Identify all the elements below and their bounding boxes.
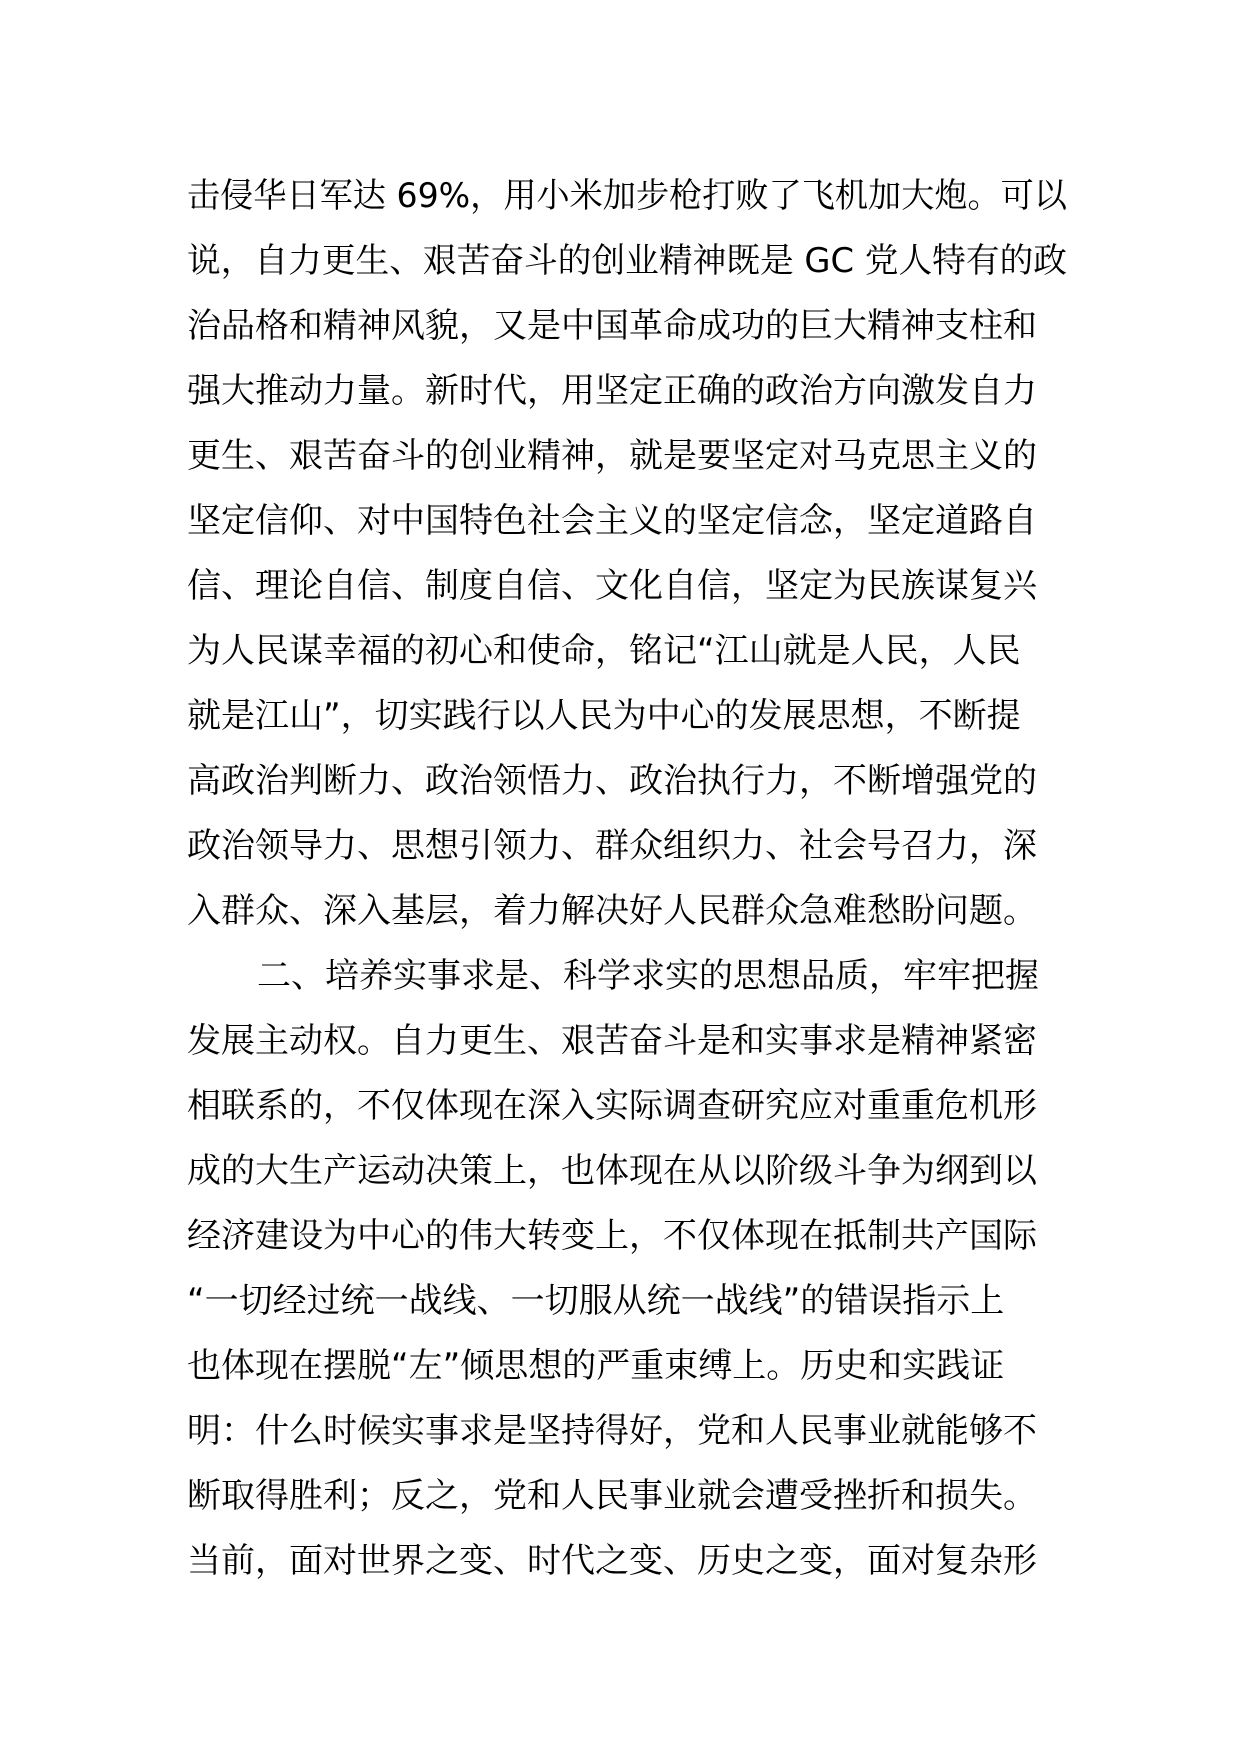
text-line: 就是江山”，切实践行以人民为中心的发展思想，不断提 [187,696,1021,736]
text-line: 信、理论自信、制度自信、文化自信，坚定为民族谋复兴 [187,566,1037,606]
text-line: 更生、艰苦奋斗的创业精神，就是要坚定对马克思主义的 [187,436,1037,476]
text-line: 说，自力更生、艰苦奋斗的创业精神既是 GC 党人特有的政 [187,241,1067,281]
text-line: 入群众、深入基层，着力解决好人民群众急难愁盼问题。 [187,891,1037,931]
text-line: 击侵华日军达 69%，用小米加步枪打败了飞机加大炮。可以 [187,176,1067,216]
text-line: 高政治判断力、政治领悟力、政治执行力，不断增强党的 [187,761,1037,801]
text-line: 强大推动力量。新时代，用坚定正确的政治方向激发自力 [187,371,1037,411]
text-line: 当前，面对世界之变、时代之变、历史之变，面对复杂形 [187,1541,1037,1581]
text-line: 也体现在摆脱“左”倾思想的严重束缚上。历史和实践证 [187,1346,1005,1386]
text-line: 相联系的，不仅体现在深入实际调查研究应对重重危机形 [187,1086,1037,1126]
text-line: 坚定信仰、对中国特色社会主义的坚定信念，坚定道路自 [187,501,1037,541]
text-line: 明：什么时候实事求是坚持得好，党和人民事业就能够不 [187,1411,1037,1451]
section-heading-line: 二、培养实事求是、科学求实的思想品质，牢牢把握 [257,956,1039,996]
text-line: 断取得胜利；反之，党和人民事业就会遭受挫折和损失。 [187,1476,1037,1516]
text-line: 政治领导力、思想引领力、群众组织力、社会号召力，深 [187,826,1037,866]
text-line: 成的大生产运动决策上，也体现在从以阶级斗争为纲到以 [187,1151,1037,1191]
body-text [187,164,1067,1594]
text-line: 为人民谋幸福的初心和使命，铭记“江山就是人民，人民 [187,631,1021,671]
text-line: “一切经过统一战线、一切服从统一战线”的错误指示上 [187,1281,1005,1321]
text-line: 治品格和精神风貌，又是中国革命成功的巨大精神支柱和 [187,306,1037,346]
text-line: 发展主动权。自力更生、艰苦奋斗是和实事求是精神紧密 [187,1021,1037,1061]
text-line: 经济建设为中心的伟大转变上，不仅体现在抵制共产国际 [187,1216,1037,1256]
